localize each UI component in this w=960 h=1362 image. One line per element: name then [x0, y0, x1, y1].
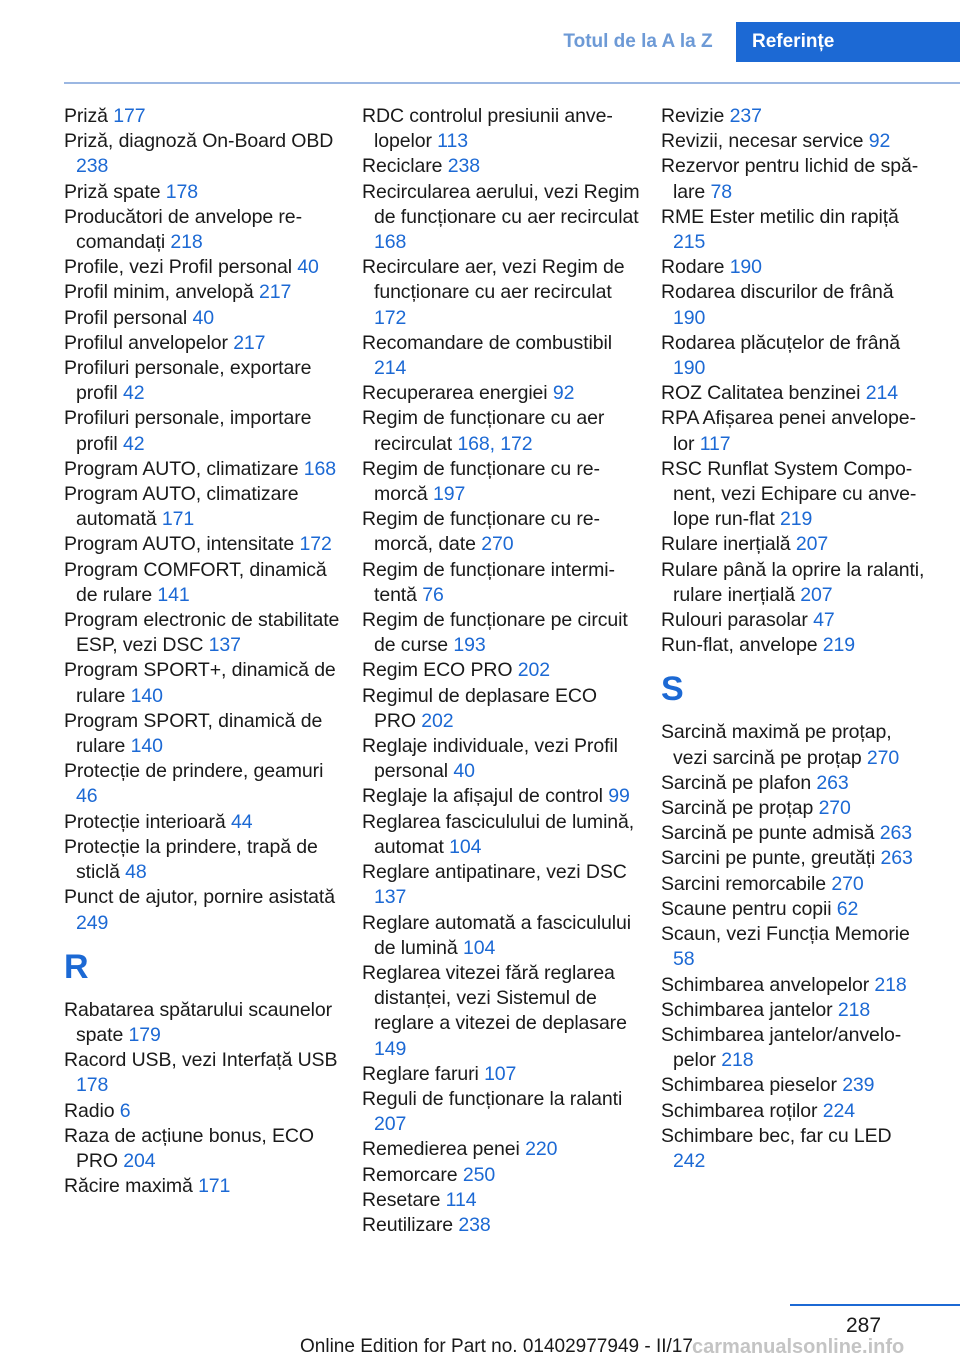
index-entry-text: Sarcini pe punte, greutăți	[661, 847, 876, 870]
index-column-2	[362, 104, 640, 1238]
index-entry	[661, 897, 929, 922]
page-reference-link[interactable]: 114	[445, 1188, 477, 1211]
page-reference-link[interactable]: 92	[552, 382, 575, 405]
index-entry	[362, 911, 640, 961]
index-entry	[661, 796, 929, 821]
index-entry	[362, 1188, 640, 1213]
page-reference-link[interactable]: 178	[165, 180, 199, 203]
page-reference-link[interactable]: 270	[866, 746, 900, 769]
index-entry-text: Schimbarea roților	[661, 1099, 818, 1122]
index-entry	[661, 205, 929, 255]
index-entry	[362, 381, 640, 406]
index-entry	[362, 1087, 640, 1137]
page-reference-link[interactable]: 190	[673, 357, 706, 380]
page-reference-link[interactable]: 219	[780, 508, 813, 531]
index-entry-text: Rodare	[661, 256, 725, 279]
index-entry	[661, 608, 929, 633]
index-entry-text: Sarcină pe proțap	[661, 797, 814, 820]
page-reference-link[interactable]: 168	[374, 231, 407, 254]
index-entry	[362, 255, 640, 331]
page-reference-link[interactable]: 197	[433, 483, 466, 506]
index-entry	[661, 129, 929, 154]
index-entry-text: Protecție interioară	[64, 810, 226, 833]
page-reference-link[interactable]: 193	[453, 634, 486, 657]
page-reference-link[interactable]: 92	[868, 130, 891, 153]
page-reference-link[interactable]: 190	[673, 306, 706, 329]
index-entry	[661, 255, 929, 280]
index-entry	[64, 759, 342, 809]
index-entry-text: Sarcină maximă pe proțap, vezi sarcină pe proțap	[661, 721, 892, 769]
index-entry-text: Sarcini remorcabile	[661, 872, 826, 895]
index-entry	[661, 331, 929, 381]
page-reference-link[interactable]: 207	[795, 533, 829, 556]
page-reference-link[interactable]: 202	[421, 709, 454, 732]
index-entry	[661, 771, 929, 796]
index-entry	[661, 633, 929, 658]
page-reference-link[interactable]: 237	[729, 105, 762, 127]
index-entry-text: RPA Afișarea penei anvelopelor	[661, 407, 916, 455]
index-entry	[661, 1099, 929, 1124]
index-entry	[362, 608, 640, 658]
page-reference-link[interactable]: 224	[822, 1099, 856, 1122]
index-entry-text: Profil minim, anvelopă	[64, 281, 254, 304]
watermark-logo: carmanualsonline.info	[692, 1336, 905, 1358]
page-reference-link[interactable]: 220	[525, 1138, 558, 1161]
page-reference-link[interactable]: 40	[453, 760, 475, 783]
footer-accent-rule	[790, 1304, 960, 1306]
index-entry-text: Rulouri parasolar	[661, 609, 808, 632]
index-entry	[64, 306, 342, 331]
index-entry-text: Run-flat, anvelope	[661, 634, 818, 657]
page-reference-link[interactable]: 219	[822, 634, 856, 657]
index-entry	[661, 457, 929, 533]
index-entry	[362, 507, 640, 557]
index-entry	[362, 558, 640, 608]
page-reference-link[interactable]: 270	[831, 872, 864, 895]
index-entry	[64, 835, 342, 885]
index-entry	[64, 532, 342, 557]
index-entry-text: Sarcină pe punte admisă	[661, 822, 875, 845]
page-reference-link[interactable]: 171	[161, 508, 195, 531]
page-reference-link[interactable]: 238	[76, 155, 109, 178]
index-entry	[64, 129, 342, 179]
index-entry-text: Priză spate	[64, 180, 161, 203]
index-entry	[64, 709, 342, 759]
index-entry	[362, 1062, 640, 1087]
page-reference-link[interactable]: 215	[673, 231, 706, 254]
index-entry-text: ROZ Calitatea benzinei	[661, 382, 861, 405]
page-reference-link[interactable]: 137	[208, 634, 241, 657]
index-entry	[64, 558, 342, 608]
index-entry-text: Rodarea plăcuțelor de frână	[661, 331, 901, 354]
page-reference-link[interactable]: 270	[818, 797, 851, 820]
page-reference-link[interactable]: 76	[422, 583, 444, 606]
index-entry	[661, 104, 929, 129]
index-entry-text: Recirculare aer, vezi Regim de funcționare cu aer recirculat	[362, 256, 625, 304]
page-reference-link[interactable]: 104	[449, 835, 482, 858]
index-entry-text: Revizie	[661, 105, 725, 127]
page-reference-link[interactable]: 42	[123, 432, 145, 455]
index-entry-text: Schimbare bec, far cu LED	[661, 1124, 892, 1147]
index-entry-text: Reciclare	[362, 155, 443, 178]
page-reference-link[interactable]: 104	[462, 936, 496, 959]
page-reference-link[interactable]: 202	[517, 659, 550, 682]
index-entry-text: Reglarea vitezei fără reglarea distanței, vezi Sistemul de reglare a vitezei de deplasare	[362, 961, 627, 1035]
page-reference-link[interactable]: 140	[130, 684, 163, 707]
index-entry-text: Regim de funcționare cu remorcă, date	[362, 508, 601, 556]
index-entry-text: Sarcină pe plafon	[661, 771, 812, 794]
index-entry	[362, 331, 640, 381]
index-entry-text: Priză, diagnoză On-Board OBD	[64, 130, 334, 153]
index-entry	[661, 872, 929, 897]
index-entry	[64, 255, 342, 280]
page-reference-link[interactable]: 239	[842, 1074, 875, 1097]
page-reference-link[interactable]: 218	[721, 1049, 754, 1072]
index-entry-text: Raza de acțiune bonus, ECO PRO	[64, 1124, 314, 1172]
index-entry	[661, 532, 929, 557]
page-reference-link[interactable]: 44	[231, 810, 253, 833]
page-reference-link[interactable]: 249	[76, 911, 109, 934]
index-entry-text: Program electronic de stabilitate ESP, vezi DSC	[64, 609, 340, 657]
page-reference-link[interactable]: 218	[837, 998, 871, 1021]
index-entry-text: Program SPORT, dinamică de rulare	[64, 709, 323, 758]
page-reference-link[interactable]: 270	[481, 533, 514, 556]
page-reference-link[interactable]: 40	[192, 306, 214, 329]
index-entry-text: Rabatarea spătarului scaunelor spate	[64, 998, 333, 1046]
index-entry	[661, 720, 929, 770]
page-reference-link[interactable]: 263	[880, 847, 913, 870]
page-reference-link[interactable]: 214	[374, 357, 407, 380]
index-column-3	[661, 104, 929, 1174]
index-entry	[661, 406, 929, 456]
index-entry-text: Reglare antipatinare, vezi DSC	[362, 861, 627, 884]
page-reference-link[interactable]: 179	[128, 1023, 161, 1046]
index-entry-text: Remorcare	[362, 1163, 458, 1186]
index-entry-text: Profiluri personale, exportare profil	[64, 357, 312, 405]
index-entry-text: Recomandare de combustibil	[362, 331, 612, 354]
page-reference-link[interactable]: 40	[297, 256, 319, 279]
index-entry	[64, 180, 342, 205]
index-entry-text: Schimbarea pieselor	[661, 1074, 837, 1097]
page-reference-link[interactable]: 62	[836, 897, 859, 920]
index-entry	[64, 482, 342, 532]
index-entry-text: Revizii, necesar service	[661, 130, 864, 153]
index-entry	[661, 973, 929, 998]
page-reference-link[interactable]: 178	[76, 1074, 109, 1097]
page-header	[0, 22, 960, 62]
page-reference-link[interactable]: 99	[608, 785, 630, 808]
index-entry	[64, 1124, 342, 1174]
index-entry	[64, 1174, 342, 1199]
index-letter-heading: R	[64, 947, 89, 986]
page-reference-link[interactable]: 207	[374, 1113, 407, 1136]
index-entry-text: Schimbarea anvelopelor	[661, 973, 870, 996]
index-entry-text: Program SPORT+, dinamică de rulare	[64, 659, 336, 707]
index-entry-text: Profile, vezi Profil personal	[64, 256, 292, 279]
page-reference-link[interactable]: 149	[374, 1037, 407, 1060]
index-entry-text: Reutilizare	[362, 1213, 454, 1236]
page-reference-link[interactable]: 238	[458, 1213, 491, 1236]
page-reference-link[interactable]: 141	[157, 583, 190, 606]
index-entry	[64, 205, 342, 255]
page-reference-link[interactable]: 214	[865, 382, 898, 405]
page-number: 287	[846, 1314, 882, 1337]
index-entry-text: Reglare faruri	[362, 1062, 479, 1085]
page-reference-link[interactable]: 107	[484, 1062, 517, 1085]
index-entry-text: Profil personal	[64, 306, 188, 329]
page-reference-link[interactable]: 250	[462, 1163, 496, 1186]
page-reference-link[interactable]: 140	[130, 735, 163, 758]
index-entry-text: Recuperarea energiei	[362, 382, 548, 405]
index-entry-text: Radio	[64, 1099, 115, 1122]
page-reference-link[interactable]: 58	[673, 948, 695, 971]
index-entry	[64, 280, 342, 305]
index-entry	[362, 154, 640, 179]
page-reference-link[interactable]: 238	[447, 155, 480, 178]
index-entry-text: Rodarea discurilor de frână	[661, 281, 894, 304]
header-divider	[64, 82, 960, 84]
index-entry	[362, 784, 640, 809]
index-entry	[661, 998, 929, 1023]
index-entry-text: Rezervor pentru lichid de spălare	[661, 155, 919, 203]
index-entry	[661, 846, 929, 871]
page-reference-link[interactable]: 204	[123, 1149, 156, 1172]
index-entry-text: Reglaje la afișajul de control	[362, 785, 603, 808]
page-reference-link[interactable]: 46	[76, 785, 98, 808]
index-entry-text: Racord USB, vezi Interfață USB	[64, 1049, 338, 1072]
index-entry-text: Protecție de prindere, geamuri	[64, 760, 324, 783]
page-reference-link[interactable]: 137	[374, 886, 407, 909]
index-entry	[64, 1048, 342, 1098]
index-entry-text: RSC Runflat System Component, vezi Echipare cu anvelope run-flat	[661, 457, 917, 531]
index-entry-text: Scaune pentru copii	[661, 897, 832, 920]
index-entry	[661, 1023, 929, 1073]
page-reference-link[interactable]: 168, 172	[457, 432, 533, 455]
page-reference-link[interactable]: 172	[299, 533, 332, 556]
page-reference-link[interactable]: 207	[800, 583, 833, 606]
index-entry	[661, 821, 929, 846]
index-entry-text: Profiluri personale, importare profil	[64, 407, 312, 455]
index-entry-text: Regimul de deplasare ECO PRO	[362, 684, 597, 732]
section-tab[interactable]: Totul de la A la Z	[563, 31, 713, 52]
page-reference-link[interactable]: 172	[374, 306, 407, 329]
index-entry-text: Resetare	[362, 1188, 441, 1211]
page-reference-link[interactable]: 168	[303, 457, 337, 480]
index-entry-text: Profilul anvelopelor	[64, 331, 228, 354]
index-entry-text: Rulare inerțială	[661, 533, 791, 556]
index-entry	[362, 1137, 640, 1162]
page-reference-link[interactable]: 78	[710, 180, 732, 203]
page-reference-link[interactable]: 217	[258, 281, 292, 304]
index-entry	[64, 810, 342, 835]
index-entry-text: Regim ECO PRO	[362, 659, 513, 682]
index-entry	[64, 658, 342, 708]
page-reference-link[interactable]: 177	[113, 105, 146, 127]
index-column-1	[64, 104, 342, 1199]
index-entry-text: Program AUTO, intensitate	[64, 533, 295, 556]
index-entry-text: RDC controlul presiunii anvelopelor	[362, 105, 613, 153]
index-entry-text: Reglare automată a fasciculului de lumină	[362, 911, 631, 959]
edition-footer: Online Edition for Part no. 01402977949 - II/17	[300, 1336, 693, 1357]
index-entry	[661, 1073, 929, 1098]
index-entry-text: Producători de anvelope recomandați	[64, 205, 303, 254]
page-reference-link[interactable]: 117	[699, 432, 731, 455]
index-entry-text: Răcire maximă	[64, 1175, 193, 1198]
index-entry-text: Regim de funcționare cu aer recirculat	[362, 407, 605, 455]
index-entry	[661, 1124, 929, 1174]
index-entry	[661, 381, 929, 406]
page-reference-link[interactable]: 263	[816, 771, 849, 794]
page-reference-link[interactable]: 218	[874, 973, 907, 996]
index-entry-text: Rulare până la oprire la ralanti, rulare inerțială	[661, 558, 925, 606]
page-reference-link[interactable]: 218	[170, 231, 203, 254]
index-entry	[64, 331, 342, 356]
active-tab-references[interactable]: Referințe	[736, 22, 960, 62]
index-entry	[64, 885, 342, 935]
index-entry-text: Scaun, vezi Funcția Memorie	[661, 923, 910, 946]
index-entry	[362, 961, 640, 1062]
index-entry-text: Schimbarea jantelor	[661, 998, 833, 1021]
index-entry	[661, 558, 929, 608]
index-entry-text: Schimbarea jantelor/anvelopelor	[661, 1023, 902, 1072]
index-entry-text: Program AUTO, climatizare	[64, 457, 299, 480]
index-entry-text: RME Ester metilic din rapiță	[661, 205, 899, 228]
index-entry-text: Program AUTO, climatizare automată	[64, 483, 299, 531]
index-entry-text: Punct de ajutor, pornire asistată	[64, 886, 335, 909]
index-letter-heading: S	[661, 670, 684, 709]
page-reference-link[interactable]: 242	[673, 1149, 706, 1172]
index-entry	[362, 1213, 640, 1238]
index-entry-text: Protecție la prindere, trapă de sticlă	[64, 835, 318, 884]
page-reference-link[interactable]: 190	[729, 256, 762, 279]
index-entry	[362, 1163, 640, 1188]
index-entry	[362, 406, 640, 456]
index-entry	[362, 684, 640, 734]
index-entry-text: Regim de funcționare cu remorcă	[362, 457, 601, 506]
page-reference-link[interactable]: 263	[879, 822, 912, 845]
index-entry	[64, 457, 342, 482]
index-entry-text: Program COMFORT, dinamică de rulare	[64, 558, 327, 606]
index-entry-text: Reglarea fasciculului de lumină, automat	[362, 810, 635, 858]
index-entry	[661, 280, 929, 330]
page-reference-link[interactable]: 47	[813, 609, 835, 632]
page-reference-link[interactable]: 171	[198, 1175, 231, 1198]
page-reference-link[interactable]: 113	[437, 130, 468, 153]
index-entry-text: Remedierea penei	[362, 1138, 520, 1161]
index-entry	[661, 922, 929, 972]
index-entry-text: Regim de funcționare intermitentă	[362, 558, 615, 606]
page-reference-link[interactable]: 6	[119, 1099, 131, 1122]
index-entry	[362, 810, 640, 860]
index-entry	[661, 154, 929, 204]
index-entry	[64, 608, 342, 658]
index-entry-text: Reguli de funcționare la ralanti	[362, 1087, 623, 1110]
index-entry	[362, 457, 640, 507]
index-entry-text: Priză	[64, 105, 108, 127]
index-entry	[362, 180, 640, 256]
index-entry	[362, 860, 640, 910]
index-entry	[64, 998, 342, 1048]
page-reference-link[interactable]: 217	[233, 331, 266, 354]
index-entry-text: Recircularea aerului, vezi Regim de funcționare cu aer recirculat	[362, 180, 640, 228]
index-entry-text: Reglaje individuale, vezi Profil personal	[362, 735, 618, 783]
page-reference-link[interactable]: 42	[123, 382, 145, 405]
page-reference-link[interactable]: 48	[125, 861, 147, 884]
index-entry	[362, 104, 640, 154]
index-entry	[64, 406, 342, 456]
index-entry	[64, 104, 342, 129]
index-entry	[64, 356, 342, 406]
index-entry	[64, 1099, 342, 1124]
index-entry	[362, 734, 640, 784]
index-entry	[362, 658, 640, 683]
index-entry-text: Regim de funcționare pe circuit de curse	[362, 609, 628, 657]
